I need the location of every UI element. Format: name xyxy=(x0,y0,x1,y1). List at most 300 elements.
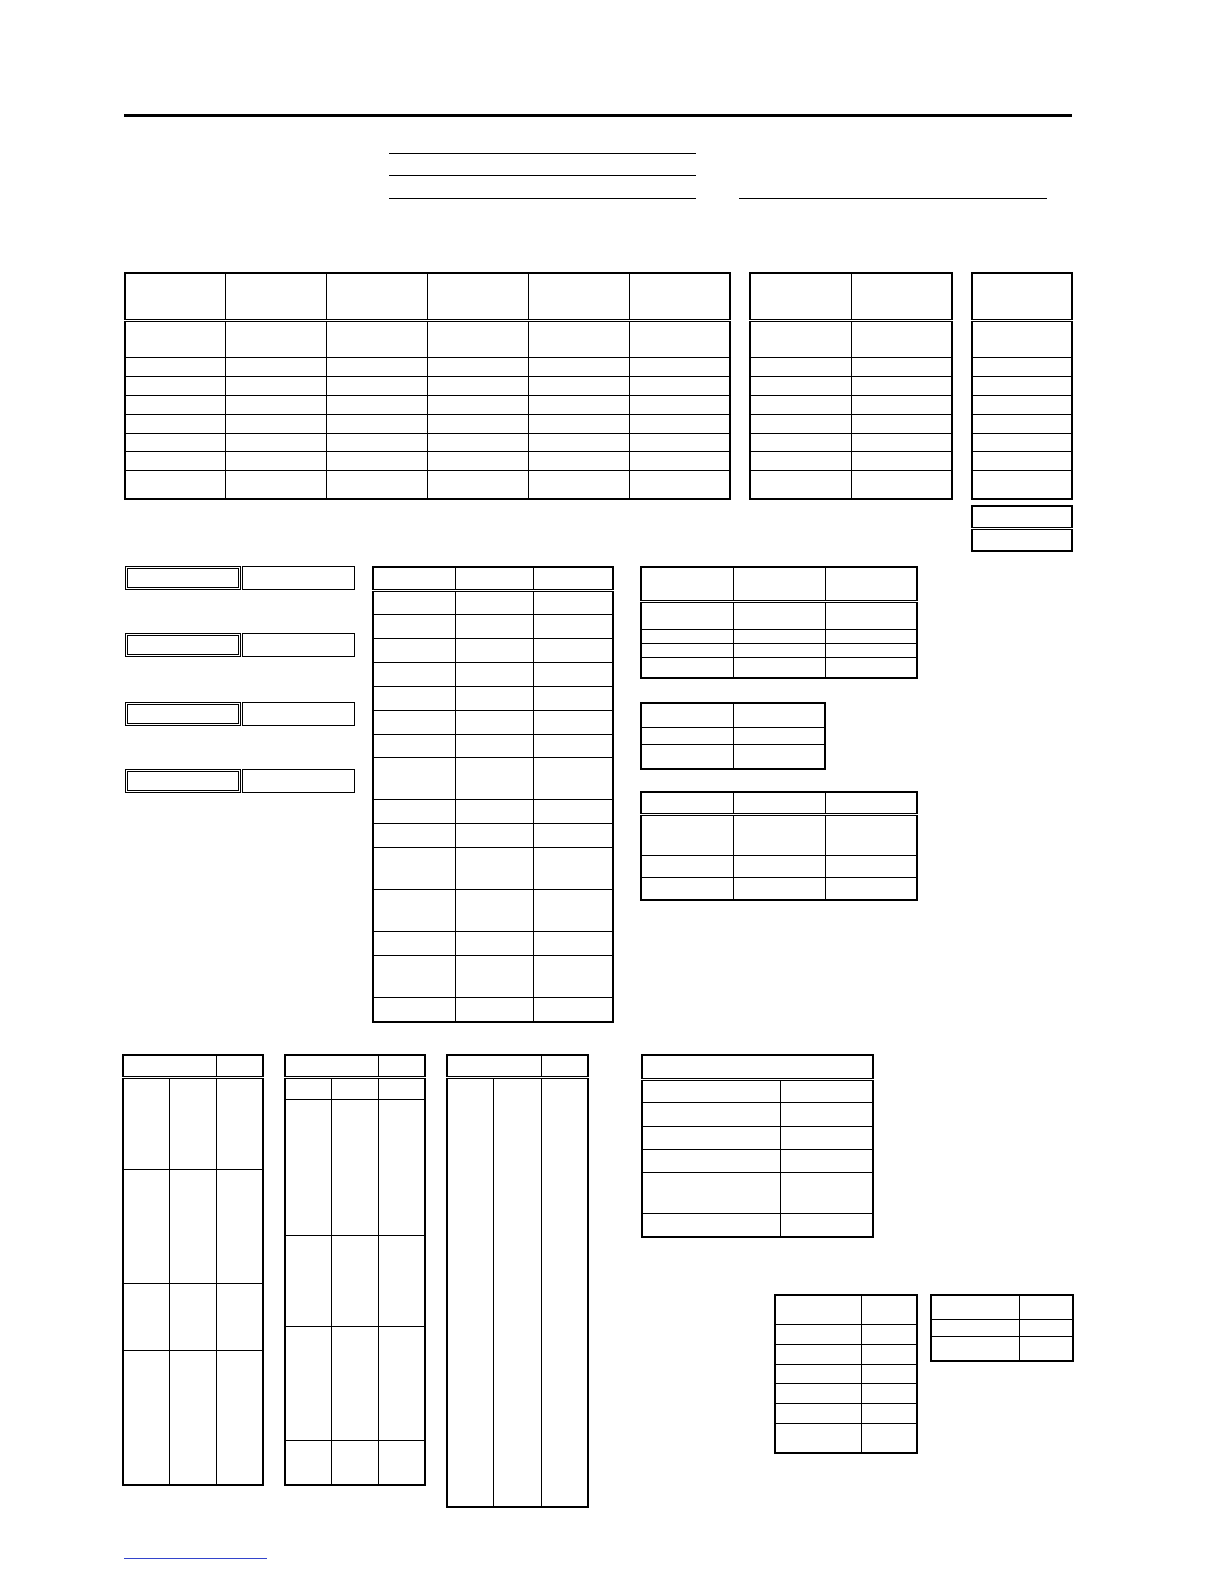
table-cell[interactable] xyxy=(378,1236,425,1327)
table-cell[interactable] xyxy=(851,395,952,414)
table-row xyxy=(775,1344,917,1364)
table-cell[interactable] xyxy=(528,471,629,499)
table-cell[interactable] xyxy=(327,273,428,320)
value-box-3[interactable] xyxy=(242,702,355,726)
table-row xyxy=(285,1055,425,1077)
table-cell[interactable] xyxy=(427,471,528,499)
table-cell[interactable] xyxy=(851,377,952,396)
table-row xyxy=(641,657,917,678)
table-cell[interactable] xyxy=(125,471,226,499)
table-cell[interactable] xyxy=(533,823,613,847)
table-cell[interactable] xyxy=(861,1423,917,1453)
table-cell[interactable] xyxy=(427,358,528,377)
table-cell[interactable] xyxy=(528,395,629,414)
table-cell[interactable] xyxy=(642,1173,780,1214)
table-cell[interactable] xyxy=(972,414,1072,433)
table-row xyxy=(641,643,917,657)
table-cell[interactable] xyxy=(533,998,613,1022)
table-cell[interactable] xyxy=(972,320,1072,358)
table-cell[interactable] xyxy=(629,273,730,320)
table-cell[interactable] xyxy=(931,1336,1019,1361)
table-cell[interactable] xyxy=(285,1327,331,1441)
table-cell[interactable] xyxy=(641,657,733,678)
table-cell[interactable] xyxy=(125,358,226,377)
table-cell[interactable] xyxy=(378,1327,425,1441)
table-row xyxy=(373,711,613,734)
table-cell[interactable] xyxy=(533,638,613,662)
table-cell[interactable] xyxy=(780,1103,873,1126)
table-cell[interactable] xyxy=(327,433,428,452)
table-cell[interactable] xyxy=(750,377,851,396)
table-cell[interactable] xyxy=(1019,1320,1073,1337)
table-cell[interactable] xyxy=(1019,1295,1073,1320)
table-cell[interactable] xyxy=(216,1055,263,1077)
table-cell[interactable] xyxy=(825,567,917,602)
table-row xyxy=(373,734,613,757)
table-cell[interactable] xyxy=(931,1295,1019,1320)
table-cell[interactable] xyxy=(226,414,327,433)
table-cell[interactable] xyxy=(533,614,613,638)
table-row xyxy=(641,744,825,769)
table-cell[interactable] xyxy=(733,792,825,814)
table-row xyxy=(931,1320,1073,1337)
table-cell[interactable] xyxy=(378,1099,425,1235)
table-cell[interactable] xyxy=(373,638,455,662)
table-cell[interactable] xyxy=(641,629,733,643)
table-cell[interactable] xyxy=(851,452,952,471)
table-cell[interactable] xyxy=(226,452,327,471)
table-cell[interactable] xyxy=(125,377,226,396)
table-cell[interactable] xyxy=(528,433,629,452)
table-cell[interactable] xyxy=(972,452,1072,471)
table-cell[interactable] xyxy=(455,711,533,734)
table-row xyxy=(373,799,613,823)
table-cell[interactable] xyxy=(455,799,533,823)
header-field-line-1[interactable] xyxy=(389,153,696,154)
table-cell[interactable] xyxy=(327,471,428,499)
table-cell[interactable] xyxy=(825,878,917,900)
table-cell[interactable] xyxy=(373,734,455,757)
table-cell[interactable] xyxy=(629,452,730,471)
table-cell[interactable] xyxy=(733,602,825,630)
table-cell[interactable] xyxy=(775,1325,861,1345)
table-cell[interactable] xyxy=(169,1077,216,1169)
table-cell[interactable] xyxy=(629,320,730,358)
table-cell[interactable] xyxy=(733,814,825,855)
table-cell[interactable] xyxy=(455,847,533,889)
table-cell[interactable] xyxy=(541,1055,588,1077)
table-cell[interactable] xyxy=(125,452,226,471)
table-cell[interactable] xyxy=(750,273,851,320)
table-row xyxy=(750,377,952,396)
table-cell[interactable] xyxy=(733,567,825,602)
table-cell[interactable] xyxy=(533,757,613,799)
table-cell[interactable] xyxy=(629,377,730,396)
table-row xyxy=(642,1150,873,1173)
table-cell[interactable] xyxy=(285,1077,331,1099)
table-cell[interactable] xyxy=(331,1441,378,1485)
table-cell[interactable] xyxy=(285,1236,331,1327)
table-row xyxy=(123,1283,263,1350)
table-cell[interactable] xyxy=(327,414,428,433)
table-cell[interactable] xyxy=(533,799,613,823)
table-cell[interactable] xyxy=(373,687,455,711)
table-cell[interactable] xyxy=(455,823,533,847)
table-cell[interactable] xyxy=(533,567,613,590)
table-cell[interactable] xyxy=(285,1441,331,1485)
table-cell[interactable] xyxy=(528,452,629,471)
side-table-a xyxy=(749,272,953,500)
table-cell[interactable] xyxy=(373,823,455,847)
table-row xyxy=(750,273,952,320)
table-cell[interactable] xyxy=(642,1214,780,1237)
table-row xyxy=(125,471,730,499)
table-cell[interactable] xyxy=(642,1126,780,1149)
table-row xyxy=(373,847,613,889)
table-cell[interactable] xyxy=(972,395,1072,414)
value-box-2[interactable] xyxy=(242,633,355,657)
table-cell[interactable] xyxy=(327,358,428,377)
table-cell[interactable] xyxy=(642,1079,780,1102)
table-cell[interactable] xyxy=(750,471,851,499)
table-cell[interactable] xyxy=(972,433,1072,452)
table-cell[interactable] xyxy=(378,1055,425,1077)
table-cell[interactable] xyxy=(851,273,952,320)
table-cell[interactable] xyxy=(750,452,851,471)
table-row xyxy=(125,377,730,396)
table-cell[interactable] xyxy=(327,395,428,414)
table-cell[interactable] xyxy=(733,855,825,877)
table-cell[interactable] xyxy=(216,1350,263,1485)
table-cell[interactable] xyxy=(641,744,733,769)
table-row xyxy=(750,433,952,452)
table-row xyxy=(972,433,1072,452)
table-cell[interactable] xyxy=(455,734,533,757)
value-box-1[interactable] xyxy=(242,566,355,590)
table-cell[interactable] xyxy=(541,1077,588,1507)
table-cell[interactable] xyxy=(825,602,917,630)
table-row xyxy=(123,1169,263,1283)
table-cell[interactable] xyxy=(226,273,327,320)
table-cell[interactable] xyxy=(861,1404,917,1424)
table-cell[interactable] xyxy=(285,1055,378,1077)
table-cell[interactable] xyxy=(861,1384,917,1404)
table-cell[interactable] xyxy=(427,377,528,396)
table-cell[interactable] xyxy=(455,956,533,998)
table-cell[interactable] xyxy=(641,703,733,728)
table-row xyxy=(285,1236,425,1327)
table-cell[interactable] xyxy=(972,377,1072,396)
table-cell[interactable] xyxy=(750,414,851,433)
table-cell[interactable] xyxy=(123,1077,169,1169)
table-cell[interactable] xyxy=(775,1423,861,1453)
table-cell[interactable] xyxy=(825,814,917,855)
table-cell[interactable] xyxy=(780,1150,873,1173)
table-cell[interactable] xyxy=(378,1441,425,1485)
table-cell[interactable] xyxy=(1019,1336,1073,1361)
table-row xyxy=(125,395,730,414)
table-cell[interactable] xyxy=(528,320,629,358)
table-cell[interactable] xyxy=(373,998,455,1022)
table-cell[interactable] xyxy=(533,711,613,734)
table-row xyxy=(931,1336,1073,1361)
table-cell[interactable] xyxy=(226,377,327,396)
table-row xyxy=(972,377,1072,396)
table-cell[interactable] xyxy=(226,395,327,414)
table-cell[interactable] xyxy=(216,1283,263,1350)
table-row xyxy=(641,602,917,630)
table-cell[interactable] xyxy=(373,799,455,823)
table-cell[interactable] xyxy=(972,471,1072,499)
right-table-1 xyxy=(640,566,918,679)
table-cell[interactable] xyxy=(169,1169,216,1283)
label-box-2 xyxy=(125,633,241,657)
table-cell[interactable] xyxy=(851,471,952,499)
table-cell[interactable] xyxy=(861,1344,917,1364)
table-cell[interactable] xyxy=(733,728,825,745)
table-cell[interactable] xyxy=(493,1077,541,1507)
table-cell[interactable] xyxy=(331,1099,378,1235)
table-cell[interactable] xyxy=(528,358,629,377)
table-cell[interactable] xyxy=(780,1214,873,1237)
table-cell[interactable] xyxy=(641,643,733,657)
table-cell[interactable] xyxy=(775,1384,861,1404)
label-box-4 xyxy=(125,769,241,793)
table-cell[interactable] xyxy=(641,792,733,814)
table-cell[interactable] xyxy=(629,471,730,499)
table-row xyxy=(641,814,917,855)
table-cell[interactable] xyxy=(533,663,613,687)
table-cell[interactable] xyxy=(455,932,533,956)
table-row xyxy=(775,1404,917,1424)
table-row xyxy=(931,1295,1073,1320)
small-table-1 xyxy=(774,1294,918,1454)
header-field-line-3[interactable] xyxy=(389,198,696,199)
table-cell[interactable] xyxy=(373,590,455,614)
table-cell[interactable] xyxy=(641,878,733,900)
table-cell[interactable] xyxy=(641,814,733,855)
table-cell[interactable] xyxy=(123,1169,169,1283)
table-cell[interactable] xyxy=(427,395,528,414)
table-cell[interactable] xyxy=(427,433,528,452)
table-cell[interactable] xyxy=(427,273,528,320)
table-cell[interactable] xyxy=(373,614,455,638)
table-row xyxy=(373,757,613,799)
table-cell[interactable] xyxy=(642,1055,873,1079)
table-cell[interactable] xyxy=(750,433,851,452)
table-cell[interactable] xyxy=(455,889,533,931)
table-cell[interactable] xyxy=(447,1055,541,1077)
table-cell[interactable] xyxy=(733,878,825,900)
table-cell[interactable] xyxy=(373,932,455,956)
table-cell[interactable] xyxy=(733,657,825,678)
table-cell[interactable] xyxy=(373,757,455,799)
table-cell[interactable] xyxy=(642,1150,780,1173)
table-cell[interactable] xyxy=(641,728,733,745)
table-cell[interactable] xyxy=(533,932,613,956)
summary-table xyxy=(641,1054,874,1238)
table-row xyxy=(373,889,613,931)
table-cell[interactable] xyxy=(733,703,825,728)
table-cell[interactable] xyxy=(331,1327,378,1441)
table-cell[interactable] xyxy=(216,1169,263,1283)
table-cell[interactable] xyxy=(455,687,533,711)
table-cell[interactable] xyxy=(125,414,226,433)
table-row xyxy=(972,395,1072,414)
table-cell[interactable] xyxy=(226,358,327,377)
table-cell[interactable] xyxy=(455,998,533,1022)
table-cell[interactable] xyxy=(373,847,455,889)
table-row xyxy=(775,1384,917,1404)
right-table-2 xyxy=(640,702,826,770)
table-cell[interactable] xyxy=(750,395,851,414)
table-row xyxy=(373,638,613,662)
table-cell[interactable] xyxy=(455,757,533,799)
table-cell[interactable] xyxy=(373,663,455,687)
table-cell[interactable] xyxy=(123,1350,169,1485)
table-cell[interactable] xyxy=(455,590,533,614)
footer-link[interactable] xyxy=(124,1558,267,1559)
table-cell[interactable] xyxy=(775,1295,861,1325)
table-cell[interactable] xyxy=(123,1055,216,1077)
table-row xyxy=(972,273,1072,320)
table-cell[interactable] xyxy=(125,273,226,320)
table-cell[interactable] xyxy=(641,602,733,630)
table-cell[interactable] xyxy=(972,358,1072,377)
table-cell[interactable] xyxy=(169,1350,216,1485)
table-cell[interactable] xyxy=(373,711,455,734)
table-cell[interactable] xyxy=(373,889,455,931)
table-cell[interactable] xyxy=(851,433,952,452)
table-cell[interactable] xyxy=(972,529,1072,552)
table-cell[interactable] xyxy=(125,395,226,414)
table-cell[interactable] xyxy=(825,643,917,657)
table-cell[interactable] xyxy=(750,320,851,358)
table-cell[interactable] xyxy=(825,792,917,814)
header-field-line-2[interactable] xyxy=(389,175,696,176)
table-cell[interactable] xyxy=(455,638,533,662)
table-cell[interactable] xyxy=(427,414,528,433)
table-cell[interactable] xyxy=(775,1364,861,1384)
table-row xyxy=(125,433,730,452)
table-row xyxy=(642,1103,873,1126)
top-rule xyxy=(124,114,1072,117)
table-cell[interactable] xyxy=(533,889,613,931)
table-cell[interactable] xyxy=(169,1283,216,1350)
table-cell[interactable] xyxy=(427,320,528,358)
table-cell[interactable] xyxy=(123,1283,169,1350)
table-cell[interactable] xyxy=(733,744,825,769)
table-cell[interactable] xyxy=(641,855,733,877)
table-cell[interactable] xyxy=(733,643,825,657)
table-row xyxy=(125,358,730,377)
table-row xyxy=(642,1079,873,1102)
table-cell[interactable] xyxy=(825,855,917,877)
table-cell[interactable] xyxy=(528,414,629,433)
table-cell[interactable] xyxy=(780,1079,873,1102)
table-cell[interactable] xyxy=(775,1344,861,1364)
table-cell[interactable] xyxy=(825,657,917,678)
table-row xyxy=(285,1441,425,1485)
table-cell[interactable] xyxy=(775,1404,861,1424)
value-box-4[interactable] xyxy=(242,769,355,793)
table-row xyxy=(775,1423,917,1453)
table-cell[interactable] xyxy=(285,1099,331,1235)
table-cell[interactable] xyxy=(226,320,327,358)
table-cell[interactable] xyxy=(861,1325,917,1345)
table-cell[interactable] xyxy=(125,433,226,452)
table-cell[interactable] xyxy=(373,567,455,590)
table-row xyxy=(641,629,917,643)
table-cell[interactable] xyxy=(533,734,613,757)
table-cell[interactable] xyxy=(780,1173,873,1214)
table-cell[interactable] xyxy=(427,452,528,471)
table-cell[interactable] xyxy=(327,452,428,471)
table-cell[interactable] xyxy=(641,567,733,602)
table-row xyxy=(373,687,613,711)
table-row xyxy=(373,567,613,590)
table-cell[interactable] xyxy=(216,1077,263,1169)
table-row xyxy=(373,663,613,687)
table-cell[interactable] xyxy=(455,614,533,638)
table-cell[interactable] xyxy=(226,433,327,452)
table-cell[interactable] xyxy=(851,414,952,433)
table-cell[interactable] xyxy=(327,377,428,396)
table-cell[interactable] xyxy=(533,590,613,614)
bottom-table-3 xyxy=(446,1054,589,1508)
table-cell[interactable] xyxy=(629,395,730,414)
table-cell[interactable] xyxy=(455,663,533,687)
table-cell[interactable] xyxy=(733,629,825,643)
table-row xyxy=(285,1099,425,1235)
table-cell[interactable] xyxy=(528,377,629,396)
table-cell[interactable] xyxy=(629,433,730,452)
table-cell[interactable] xyxy=(629,358,730,377)
table-cell[interactable] xyxy=(851,320,952,358)
mid-table xyxy=(372,566,614,1023)
table-cell[interactable] xyxy=(533,847,613,889)
table-row xyxy=(125,452,730,471)
table-row xyxy=(750,414,952,433)
table-cell[interactable] xyxy=(750,358,851,377)
table-cell[interactable] xyxy=(629,414,730,433)
table-cell[interactable] xyxy=(972,273,1072,320)
table-cell[interactable] xyxy=(125,320,226,358)
table-cell[interactable] xyxy=(861,1364,917,1384)
table-cell[interactable] xyxy=(226,471,327,499)
table-cell[interactable] xyxy=(373,956,455,998)
table-cell[interactable] xyxy=(455,567,533,590)
table-row xyxy=(373,823,613,847)
header-field-line-4[interactable] xyxy=(739,198,1047,199)
table-cell[interactable] xyxy=(642,1103,780,1126)
table-cell[interactable] xyxy=(931,1320,1019,1337)
table-cell[interactable] xyxy=(825,629,917,643)
table-cell[interactable] xyxy=(851,358,952,377)
table-cell[interactable] xyxy=(861,1295,917,1325)
table-cell[interactable] xyxy=(972,506,1072,529)
table-cell[interactable] xyxy=(331,1077,378,1099)
table-cell[interactable] xyxy=(331,1236,378,1327)
table-cell[interactable] xyxy=(780,1126,873,1149)
table-cell[interactable] xyxy=(447,1077,493,1507)
table-cell[interactable] xyxy=(528,273,629,320)
table-cell[interactable] xyxy=(533,956,613,998)
table-cell[interactable] xyxy=(327,320,428,358)
table-row xyxy=(750,358,952,377)
table-cell[interactable] xyxy=(378,1077,425,1099)
table-cell[interactable] xyxy=(533,687,613,711)
